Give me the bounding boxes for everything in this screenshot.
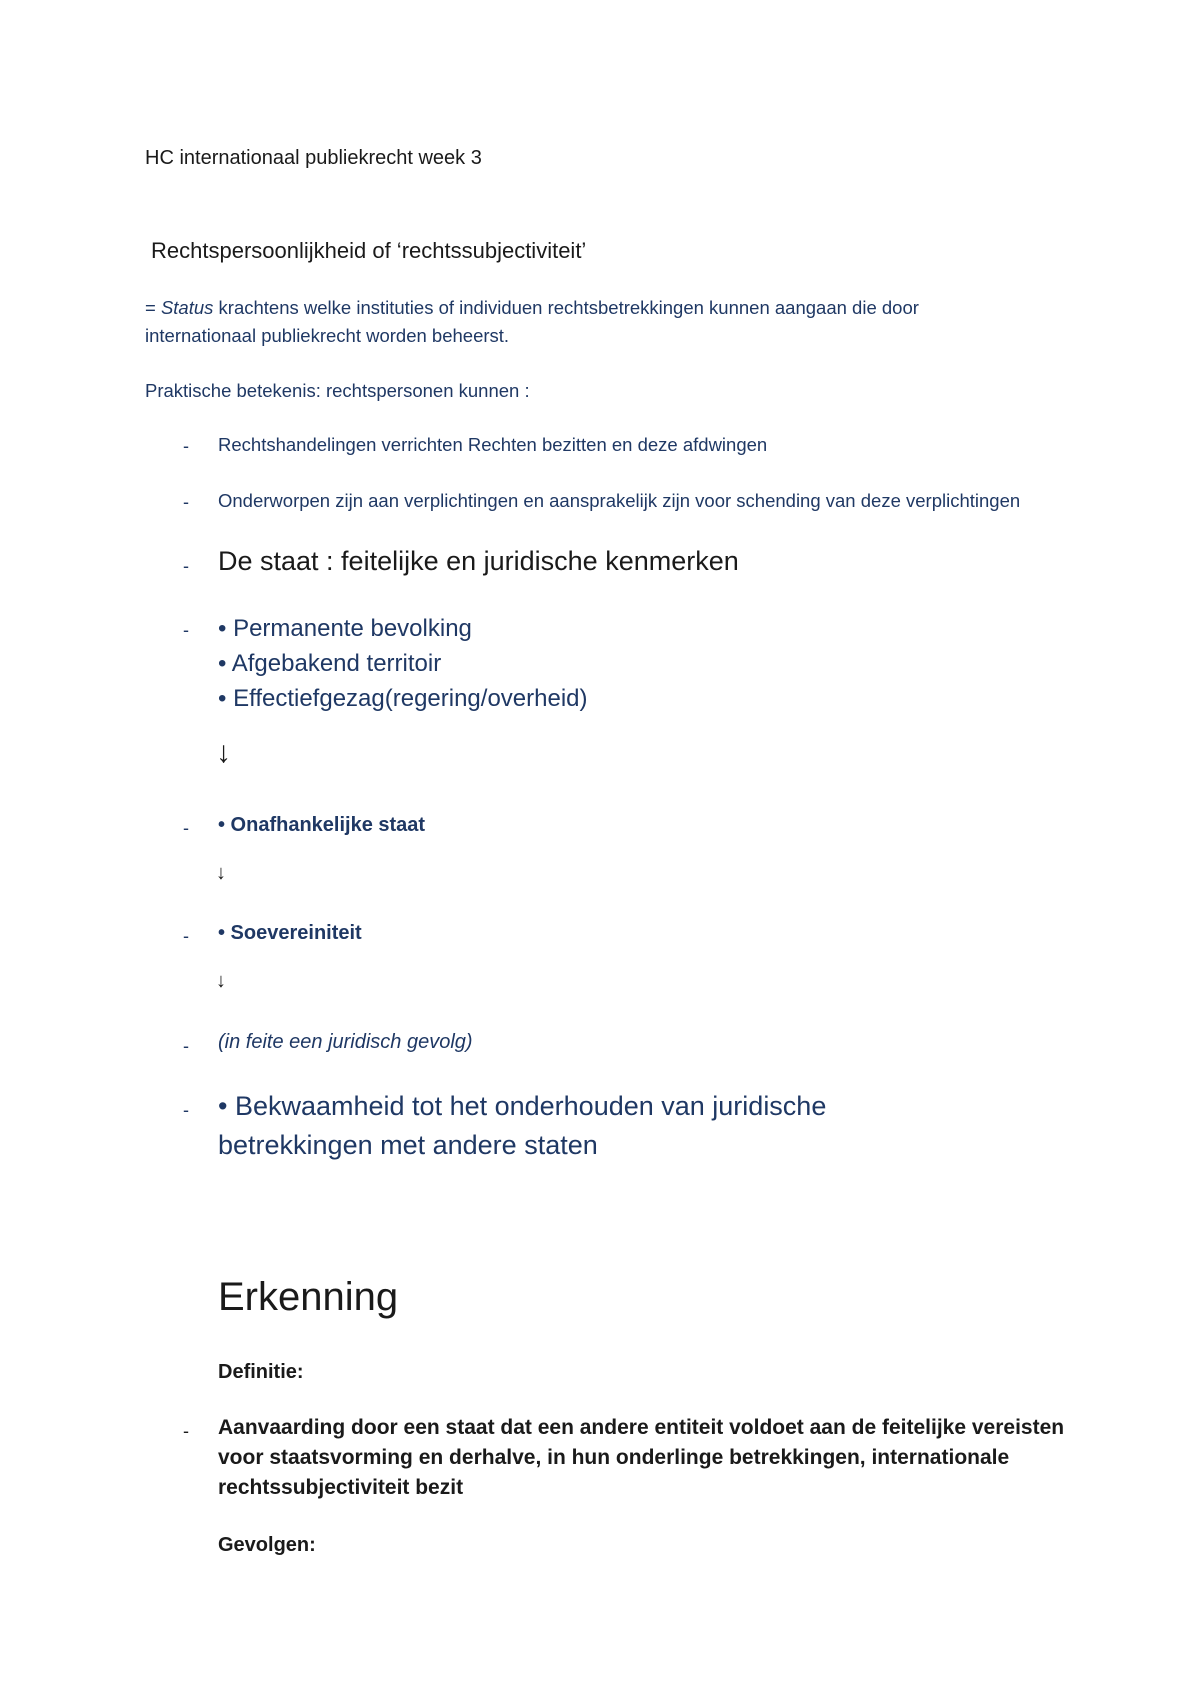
list-dash: - (183, 818, 189, 838)
list-dash: - (183, 1421, 189, 1441)
definition-rest: krachtens welke instituties of individuen rechtsbetrekkingen kunnen aangaan die door (213, 297, 919, 318)
definition-prefix: = (145, 297, 161, 318)
bekwaamheid-line-2: betrekkingen met andere staten (218, 1130, 598, 1160)
list-item-onderworpen: Onderworpen zijn aan verplichtingen en aansprakelijk zijn voor schending van deze verplichtingen (218, 490, 1021, 511)
soevereiniteit: • Soevereiniteit (218, 922, 362, 944)
list-dash: - (183, 926, 189, 946)
kenmerk-territoir: • Afgebakend territoir (218, 650, 442, 677)
list-item-rechtshandelingen: Rechtshandelingen verrichten Rechten bezitten en deze afdwingen (218, 434, 768, 455)
definitie-line-3: rechtssubjectiviteit bezit (218, 1476, 464, 1499)
kenmerk-gezag: • Effectiefgezag(regering/overheid) (218, 685, 588, 712)
definition-line-1 (145, 297, 919, 319)
definitie-line-1: Aanvaarding door een staat dat een andere entiteit voldoet aan de feitelijke vereisten (218, 1416, 1065, 1439)
gevolgen-label: Gevolgen: (218, 1534, 316, 1556)
staat-heading: De staat : feitelijke en juridische kenmerken (218, 546, 739, 576)
definitie-line-2: voor staatsvorming en derhalve, in hun onderlinge betrekkingen, internationale (218, 1446, 1010, 1469)
list-dash: - (183, 1100, 189, 1120)
document-title: HC internationaal publiekrecht week 3 (145, 147, 482, 169)
list-dash: - (183, 556, 189, 576)
arrow-down-icon: ↓ (216, 862, 226, 884)
juridisch-gevolg: (in feite een juridisch gevolg) (218, 1031, 473, 1053)
onafhankelijke-staat: • Onafhankelijke staat (218, 814, 426, 836)
definition-line-2: internationaal publiekrecht worden beheerst. (145, 325, 510, 346)
bekwaamheid-line-1: • Bekwaamheid tot het onderhouden van juridische (218, 1091, 827, 1121)
list-dash: - (183, 436, 189, 456)
definitie-label: Definitie: (218, 1361, 304, 1383)
arrow-down-icon: ↓ (216, 736, 231, 769)
kenmerk-bevolking: • Permanente bevolking (218, 615, 472, 642)
list-dash: - (183, 492, 189, 512)
arrow-down-icon: ↓ (216, 970, 226, 992)
praktische-betekenis: Praktische betekenis: rechtspersonen kunnen : (145, 380, 530, 401)
section-heading-rechtspersoonlijkheid: Rechtspersoonlijkheid of ‘rechtssubjectiviteit’ (151, 238, 587, 263)
erkenning-heading: Erkenning (218, 1275, 399, 1319)
definition-status-term: Status (160, 297, 214, 318)
list-dash: - (183, 1036, 189, 1056)
list-dash: - (183, 620, 189, 640)
